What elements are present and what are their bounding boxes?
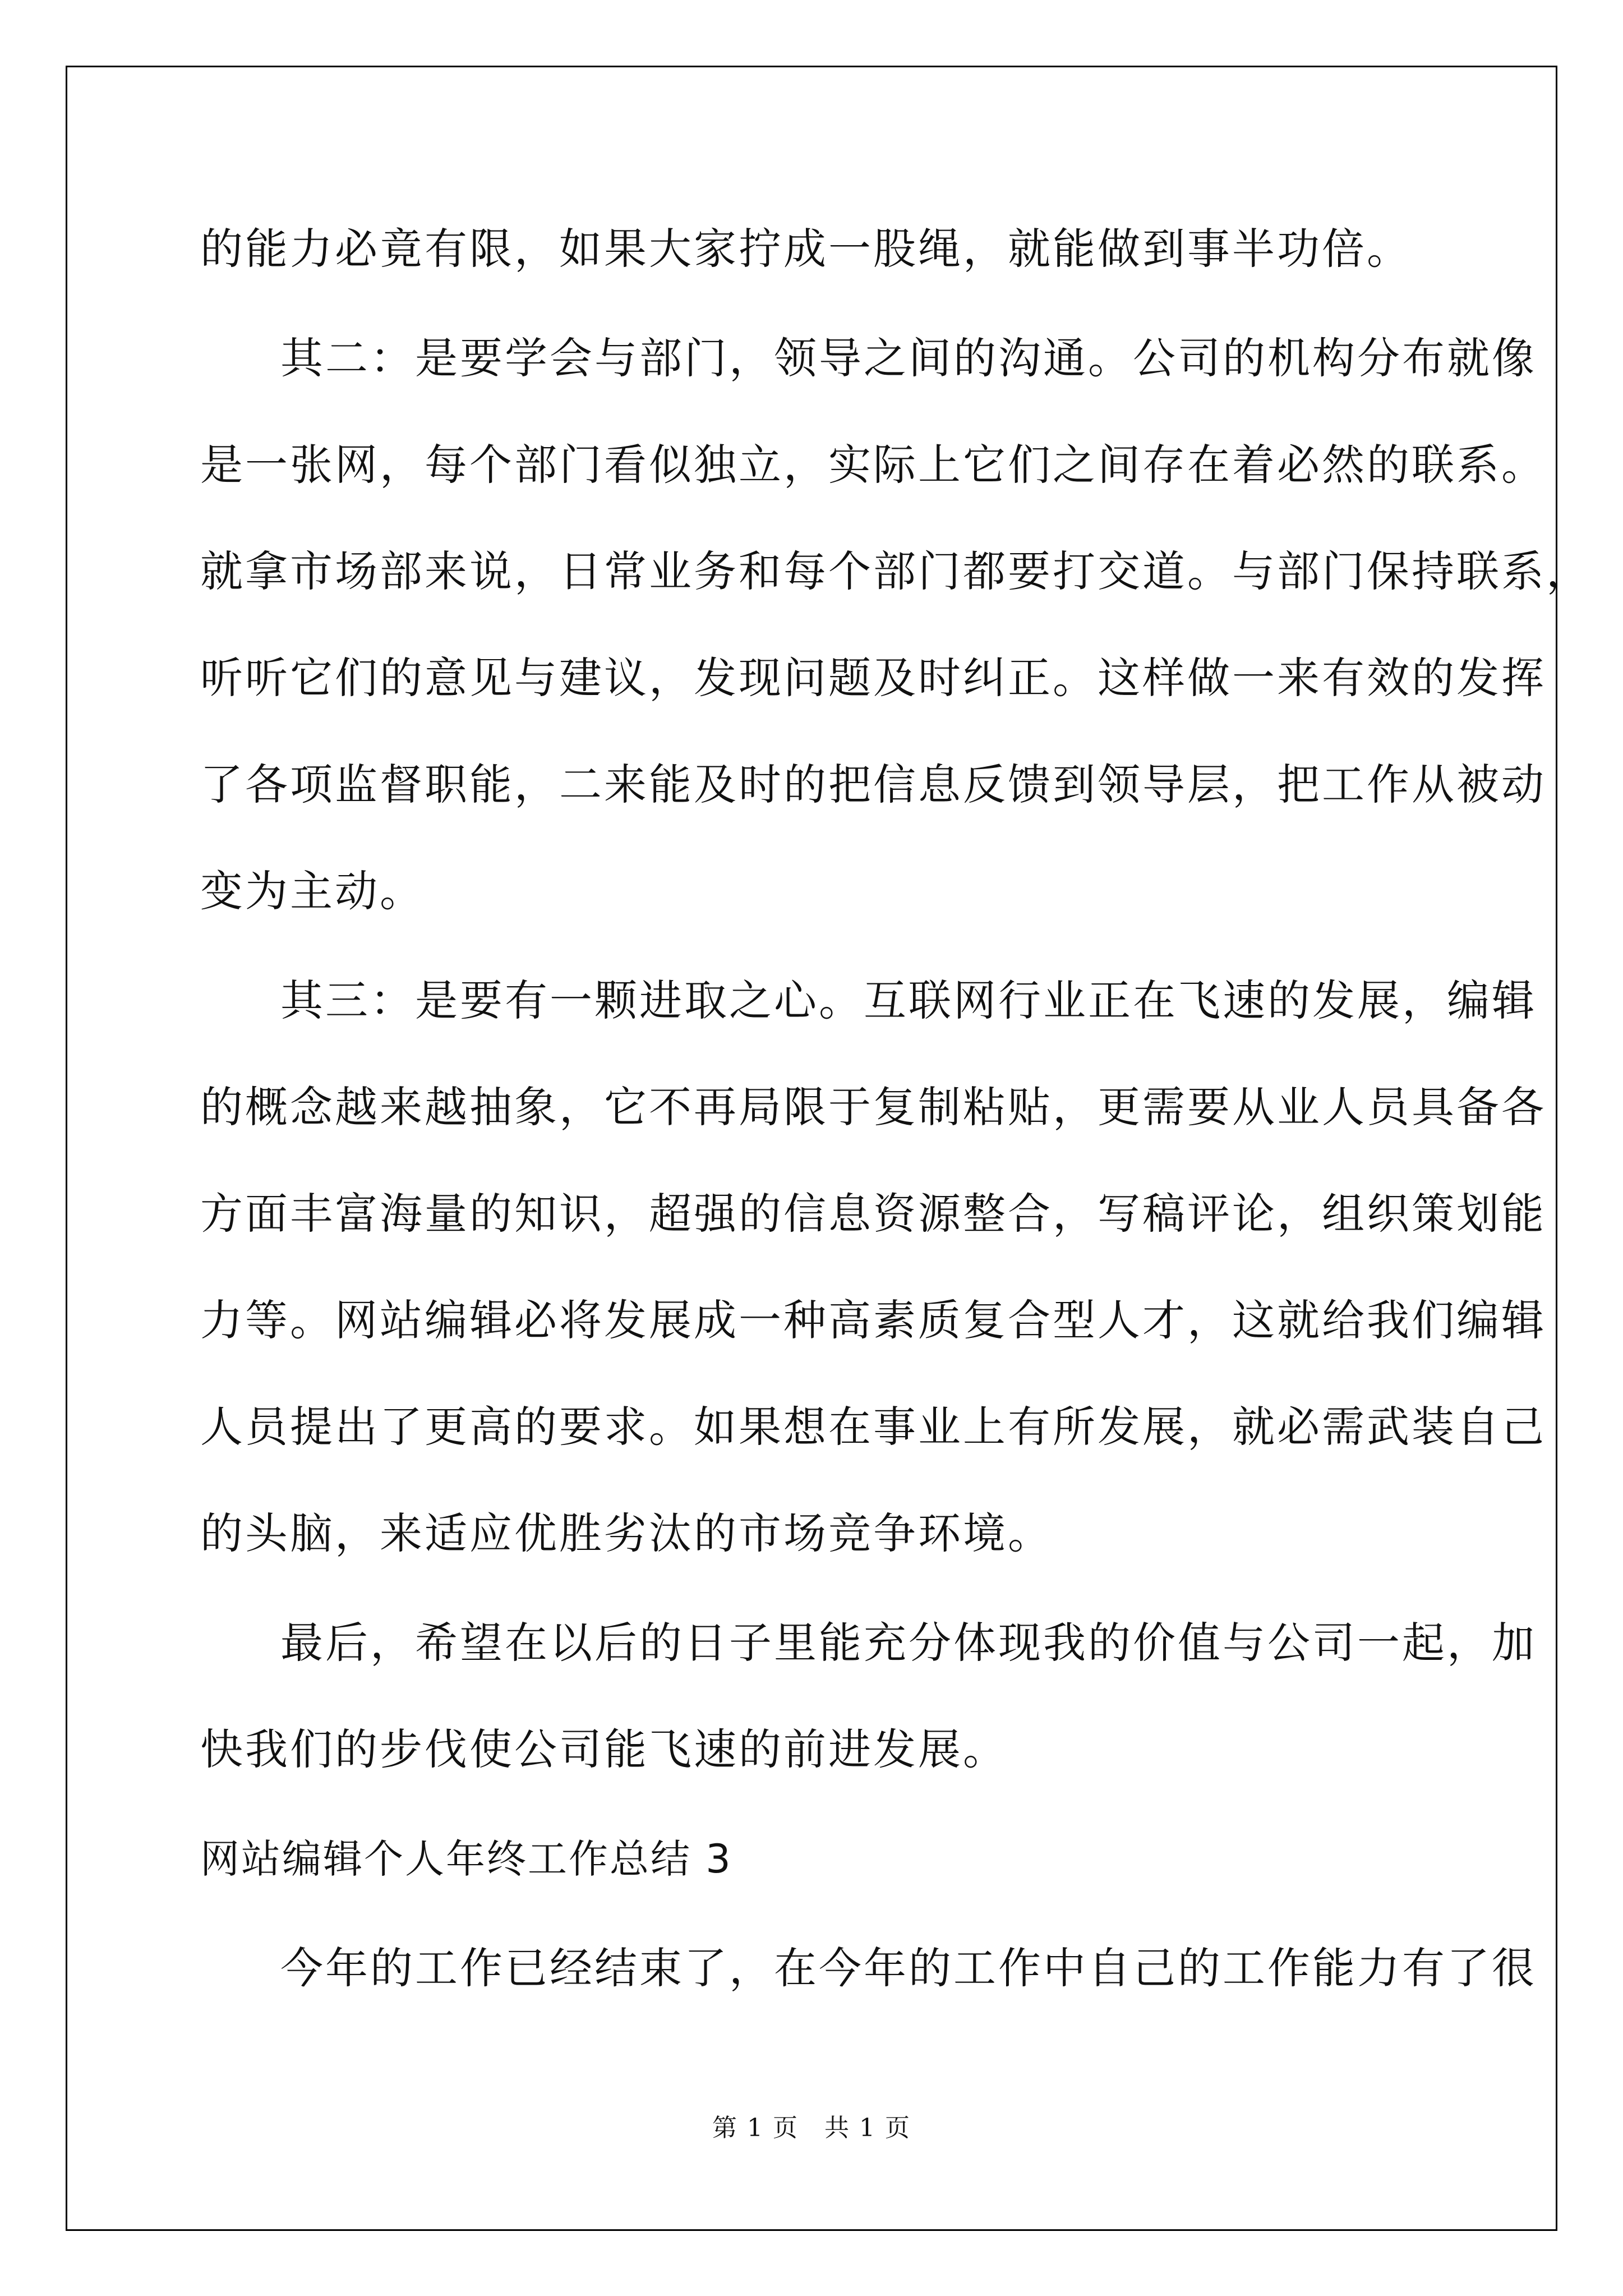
text-line: 变为主动。 <box>200 866 425 916</box>
text-line: 的能力必竟有限，如果大家拧成一股绳，就能做到事半功倍。 <box>200 224 1412 274</box>
text-line: 的概念越来越抽象，它不再局限于复制粘贴，更需要从业人员具备各 <box>200 1082 1546 1132</box>
text-line: 人员提出了更高的要求。如果想在事业上有所发展，就必需武装自己 <box>200 1402 1546 1452</box>
text-line: 快我们的步伐使公司能飞速的前进发展。 <box>200 1724 1008 1774</box>
text-line: 方面丰富海量的知识，超强的信息资源整合，写稿评论，组织策划能 <box>200 1189 1546 1239</box>
page-footer: 第 1 页 共 1 页 <box>712 2114 911 2142</box>
text-line: 听听它们的意见与建议，发现问题及时纠正。这样做一来有效的发挥 <box>200 653 1546 703</box>
text-line: 就拿市场部来说，日常业务和每个部门都要打交道。与部门保持联系， <box>200 546 1591 596</box>
text-line: 了各项监督职能，二来能及时的把信息反馈到领导层，把工作从被动 <box>200 760 1546 809</box>
text-line: 是一张网，每个部门看似独立，实际上它们之间存在着必然的联系。 <box>200 440 1546 490</box>
paragraph-start-line: 今年的工作已经结束了，在今年的工作中自己的工作能力有了很 <box>280 1943 1537 1993</box>
paragraph-start-line: 其三：是要有一颗进取之心。互联网行业正在飞速的发展，编辑 <box>280 976 1537 1025</box>
paragraph-start-line: 最后，希望在以后的日子里能充分体现我的价值与公司一起，加 <box>280 1618 1537 1668</box>
text-line: 力等。网站编辑必将发展成一种高素质复合型人才，这就给我们编辑 <box>200 1295 1546 1345</box>
section-heading: 网站编辑个人年终工作总结 3 <box>200 1836 732 1882</box>
paragraph-start-line: 其二：是要学会与部门，领导之间的沟通。公司的机构分布就像 <box>280 333 1537 383</box>
page-border <box>66 66 1557 2231</box>
text-line: 的头脑，来适应优胜劣汰的市场竞争环境。 <box>200 1508 1053 1558</box>
